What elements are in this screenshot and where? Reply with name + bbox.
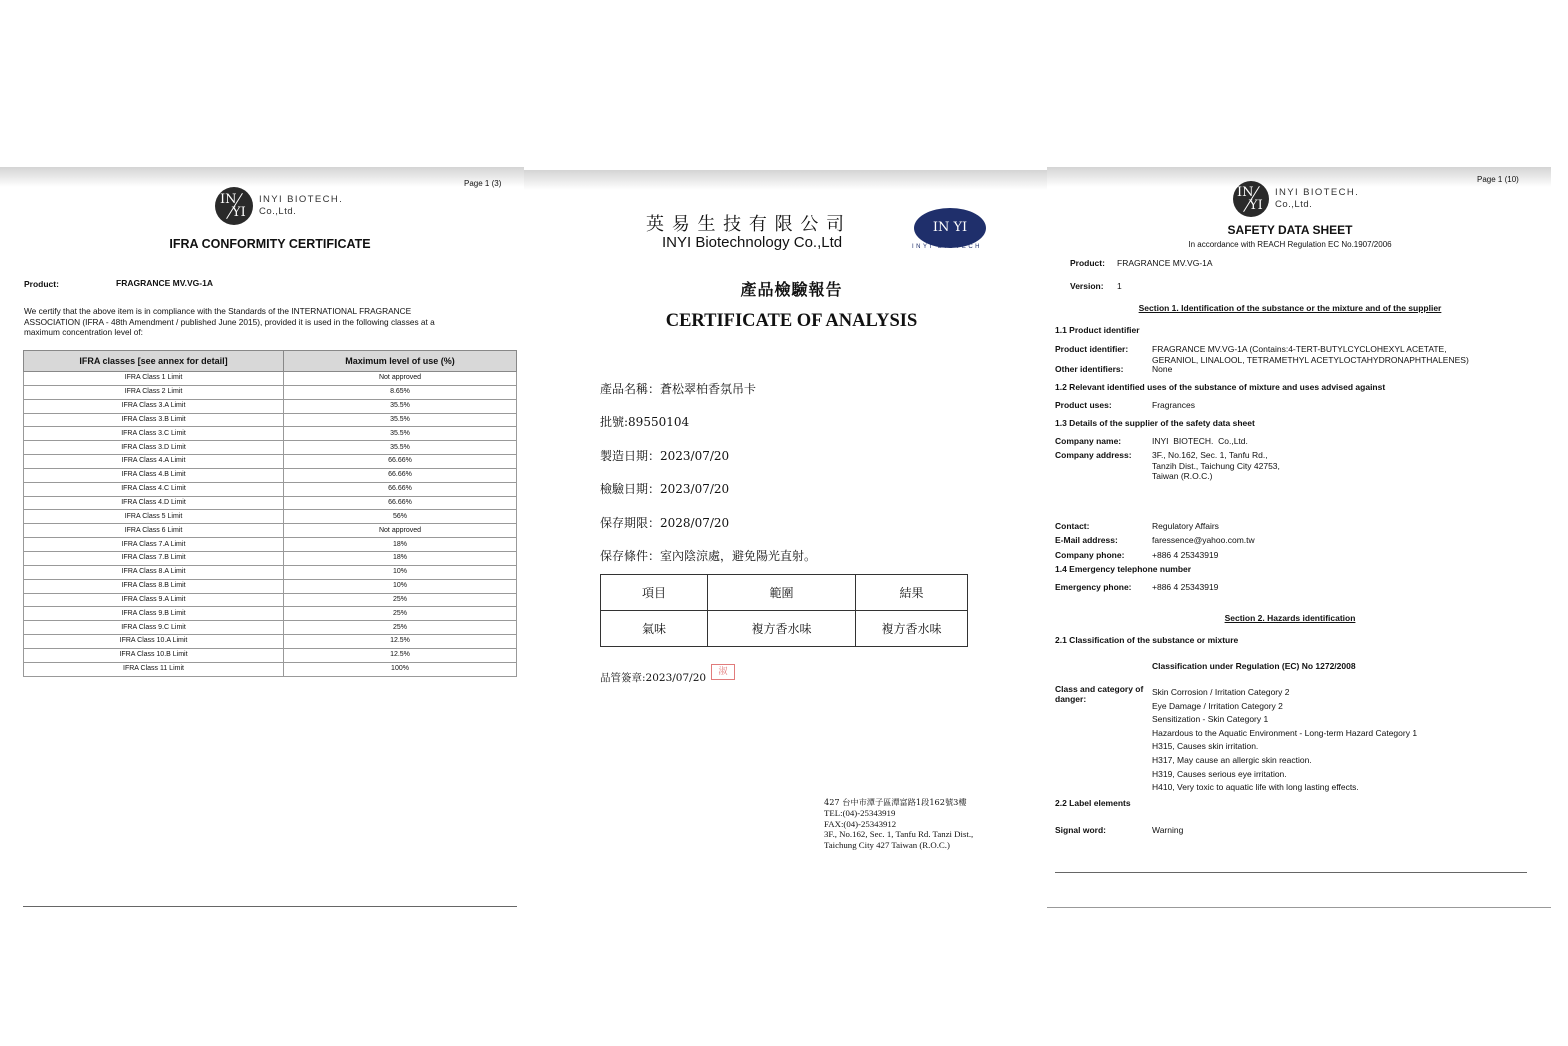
- ifra-class-cell: IFRA Class 8.A Limit: [24, 565, 284, 579]
- ifra-class-cell: IFRA Class 4.D Limit: [24, 496, 284, 510]
- address-line: 427 台中市潭子區潭富路1段162號3樓: [824, 797, 967, 807]
- ifra-class-cell: IFRA Class 9.B Limit: [24, 607, 284, 621]
- sds-page: [1047, 167, 1551, 912]
- sds-company-address-label: Company address:: [1055, 450, 1132, 460]
- table-header: 範圍: [708, 575, 856, 611]
- sds-subsection-2-2: 2.2 Label elements: [1055, 798, 1131, 808]
- max-level-cell: 66.66%: [284, 468, 517, 482]
- ifra-class-cell: IFRA Class 7.B Limit: [24, 551, 284, 565]
- table-row: [24, 468, 517, 482]
- table-cell: 氣味: [601, 611, 708, 647]
- sds-section1-heading: Section 1. Identification of the substance or the mixture and of the supplier: [1138, 303, 1442, 313]
- value-line: Taiwan (R.O.C.): [1152, 471, 1213, 481]
- statement-line: maximum concentration level of:: [24, 327, 143, 337]
- coa-red-stamp: [711, 664, 735, 680]
- coa-batch-number: 批號:89550104: [600, 415, 690, 429]
- address-line: TEL:(04)-25343919: [824, 807, 896, 818]
- coa-address-block: [824, 797, 973, 851]
- value-line: GERANIOL, LINALOOL, TETRAMETHYL ACETYLOCTAHYDRONAPHTHALENES): [1152, 354, 1469, 365]
- ifra-class-cell: IFRA Class 6 Limit: [24, 524, 284, 538]
- table-row: [24, 399, 517, 413]
- table-row: [24, 538, 517, 552]
- ifra-page-number: Page 1 (3): [464, 179, 502, 188]
- sds-page-number: Page 1 (10): [1477, 175, 1519, 184]
- sds-other-identifiers-label: Other identifiers:: [1055, 364, 1124, 374]
- coa-manufacture-date: 製造日期：2023/07/20: [600, 449, 730, 463]
- max-level-cell: 25%: [284, 593, 517, 607]
- ifra-logo-subtext: Co.,Ltd.: [259, 206, 297, 217]
- hazard-line: H317, May cause an allergic skin reaction.: [1152, 754, 1312, 765]
- max-level-cell: 18%: [284, 538, 517, 552]
- ifra-statement: [24, 306, 435, 338]
- max-level-cell: 35.5%: [284, 399, 517, 413]
- coa-qc-signature: 品管簽章:2023/07/20: [600, 672, 707, 684]
- max-level-cell: 66.66%: [284, 482, 517, 496]
- sds-product-uses-value: Fragrances: [1152, 400, 1195, 410]
- address-line: Taichung City 427 Taiwan (R.O.C.): [824, 840, 950, 851]
- ifra-classes-table: [23, 350, 517, 677]
- table-header: IFRA classes [see annex for detail]: [24, 351, 284, 372]
- max-level-cell: 35.5%: [284, 427, 517, 441]
- value-line: Tanzih Dist., Taichung City 42753,: [1152, 460, 1280, 471]
- sds-contact-value: Regulatory Affairs: [1152, 521, 1219, 531]
- max-level-cell: 35.5%: [284, 413, 517, 427]
- table-row: [24, 524, 517, 538]
- ifra-class-cell: IFRA Class 3.C Limit: [24, 427, 284, 441]
- label-line: danger:: [1055, 694, 1087, 704]
- max-level-cell: 100%: [284, 662, 517, 676]
- sds-company-address-value: [1152, 450, 1280, 482]
- sds-email-label: E-Mail address:: [1055, 535, 1118, 545]
- sds-contact-label: Contact:: [1055, 521, 1090, 531]
- coa-logo-letters: IN YI: [932, 220, 968, 235]
- sds-company-name-label: Company name:: [1055, 436, 1122, 446]
- coa-storage-conditions: 保存條件：室內陰涼處，避免陽光直射。: [600, 549, 817, 563]
- table-row: [24, 427, 517, 441]
- sds-signal-word-label: Signal word:: [1055, 825, 1106, 835]
- sds-subsection-1-3: 1.3 Details of the supplier of the safety data sheet: [1055, 418, 1255, 428]
- max-level-cell: 18%: [284, 551, 517, 565]
- sds-subsection-2-1: 2.1 Classification of the substance or mixture: [1055, 635, 1239, 645]
- sds-subsection-1-2: 1.2 Relevant identified uses of the substance of mixture and uses advised against: [1055, 382, 1386, 392]
- max-level-cell: 10%: [284, 579, 517, 593]
- ifra-footer-rule: [23, 906, 517, 907]
- table-row: [24, 551, 517, 565]
- max-level-cell: 12.5%: [284, 635, 517, 649]
- ifra-certificate-page: [0, 167, 524, 912]
- coa-title-zh: 產品檢驗報告: [740, 280, 843, 299]
- ifra-class-cell: IFRA Class 4.A Limit: [24, 455, 284, 469]
- sds-email-value: faressence@yahoo.com.tw: [1152, 535, 1255, 545]
- sds-emergency-phone-label: Emergency phone:: [1055, 582, 1132, 592]
- ifra-class-cell: IFRA Class 10.B Limit: [24, 648, 284, 662]
- sds-subtitle: In accordance with REACH Regulation EC No.1907/2006: [1188, 240, 1392, 249]
- ifra-product-label: Product:: [24, 279, 59, 289]
- sds-signal-word-value: Warning: [1152, 825, 1184, 835]
- ifra-title: IFRA CONFORMITY CERTIFICATE: [169, 237, 371, 251]
- sds-other-identifiers-value: None: [1152, 364, 1173, 374]
- statement-line: We certify that the above item is in compliance with the Standards of the INTERNATIONAL FRAGRANCE: [24, 306, 412, 316]
- sds-classification-heading: Classification under Regulation (EC) No 1272/2008: [1152, 661, 1356, 671]
- sds-bottom-rule: [1047, 907, 1551, 908]
- sds-company-phone-label: Company phone:: [1055, 550, 1125, 560]
- max-level-cell: 35.5%: [284, 441, 517, 455]
- hazard-line: Eye Damage / Irritation Category 2: [1152, 700, 1283, 711]
- ifra-logo-text: INYI BIOTECH.: [259, 194, 344, 205]
- ifra-class-cell: IFRA Class 3.A Limit: [24, 399, 284, 413]
- table-row: [24, 635, 517, 649]
- max-level-cell: 66.66%: [284, 455, 517, 469]
- statement-line: ASSOCIATION (IFRA - 48th Amendment / published June 2015), provided it is used in the following classes at a: [24, 316, 435, 327]
- sds-version-label: Version:: [1070, 281, 1104, 291]
- hazard-line: H319, Causes serious eye irritation.: [1152, 768, 1287, 779]
- max-level-cell: Not approved: [284, 372, 517, 386]
- sds-logo-text: INYI BIOTECH.: [1275, 187, 1360, 198]
- coa-inspection-date: 檢驗日期：2023/07/20: [600, 482, 730, 496]
- coa-company-zh: 英 易 生 技 有 限 公 司: [646, 214, 846, 235]
- hazard-line: Hazardous to the Aquatic Environment - Long-term Hazard Category 1: [1152, 727, 1418, 738]
- ifra-class-cell: IFRA Class 11 Limit: [24, 662, 284, 676]
- max-level-cell: 56%: [284, 510, 517, 524]
- sds-product-identifier-label: Product identifier:: [1055, 344, 1129, 354]
- sds-product-identifier-value: [1152, 344, 1469, 365]
- table-cell: 複方香水味: [856, 611, 968, 647]
- table-row: [24, 455, 517, 469]
- value-line: FRAGRANCE MV.VG-1A (Contains:4-TERT-BUTYLCYCLOHEXYL ACETATE,: [1152, 344, 1447, 354]
- ifra-class-cell: IFRA Class 3.D Limit: [24, 441, 284, 455]
- hazard-line: Sensitization - Skin Category 1: [1152, 714, 1269, 725]
- ifra-class-cell: IFRA Class 2 Limit: [24, 385, 284, 399]
- coa-title-en: CERTIFICATE OF ANALYSIS: [665, 311, 918, 331]
- sds-product-value: FRAGRANCE MV.VG-1A: [1117, 258, 1213, 268]
- max-level-cell: 12.5%: [284, 648, 517, 662]
- table-header: Maximum level of use (%): [284, 351, 517, 372]
- table-row: [24, 496, 517, 510]
- sds-emergency-phone-value: +886 4 25343919: [1152, 582, 1219, 592]
- sds-subsection-1-1: 1.1 Product identifier: [1055, 325, 1140, 335]
- sds-subsection-1-4: 1.4 Emergency telephone number: [1055, 564, 1192, 574]
- sds-company-name-value: INYI BIOTECH. Co.,Ltd.: [1152, 436, 1248, 446]
- max-level-cell: 66.66%: [284, 496, 517, 510]
- coa-expiry-date: 保存期限：2028/07/20: [600, 516, 730, 530]
- sds-class-category-label: [1055, 684, 1143, 704]
- sds-section2-heading: Section 2. Hazards identification: [1224, 613, 1356, 623]
- coa-results-table: [600, 574, 968, 647]
- ifra-class-cell: IFRA Class 10.A Limit: [24, 635, 284, 649]
- table-header: 結果: [856, 575, 968, 611]
- ifra-class-cell: IFRA Class 8.B Limit: [24, 579, 284, 593]
- sds-company-phone-value: +886 4 25343919: [1152, 550, 1219, 560]
- sds-version-value: 1: [1117, 281, 1122, 291]
- sds-product-uses-label: Product uses:: [1055, 400, 1112, 410]
- ifra-class-cell: IFRA Class 1 Limit: [24, 372, 284, 386]
- coa-company-en: INYI Biotechnology Co.,Ltd: [662, 234, 843, 251]
- ifra-class-cell: IFRA Class 3.B Limit: [24, 413, 284, 427]
- max-level-cell: 10%: [284, 565, 517, 579]
- ifra-class-cell: IFRA Class 7.A Limit: [24, 538, 284, 552]
- table-row: [24, 579, 517, 593]
- ifra-class-cell: IFRA Class 9.A Limit: [24, 593, 284, 607]
- ifra-class-cell: IFRA Class 4.C Limit: [24, 482, 284, 496]
- stamp-text: 淑: [718, 667, 728, 677]
- max-level-cell: Not approved: [284, 524, 517, 538]
- sds-product-label: Product:: [1070, 258, 1105, 268]
- coa-product-name: 產品名稱：蒼松翠柏香氛吊卡: [600, 382, 757, 396]
- table-row: [24, 385, 517, 399]
- table-row: [24, 565, 517, 579]
- ifra-class-cell: IFRA Class 9.C Limit: [24, 621, 284, 635]
- table-row: [24, 648, 517, 662]
- max-level-cell: 8.65%: [284, 385, 517, 399]
- table-header: 項目: [601, 575, 708, 611]
- address-line: 3F., No.162, Sec. 1, Tanfu Rd. Tanzi Dist.,: [824, 829, 974, 840]
- inyi-logo-icon: IN YI: [215, 187, 253, 225]
- ifra-product-value: FRAGRANCE MV.VG-1A: [116, 278, 213, 288]
- coa-logo-caption: INYI BIOTECH: [912, 244, 983, 250]
- inyi-logo-icon: IN YI: [1233, 181, 1269, 217]
- value-line: 3F., No.162, Sec. 1, Tanfu Rd.,: [1152, 450, 1268, 460]
- ifra-class-cell: IFRA Class 5 Limit: [24, 510, 284, 524]
- label-line: Class and category of: [1055, 684, 1144, 694]
- table-row: [24, 607, 517, 621]
- max-level-cell: 25%: [284, 607, 517, 621]
- table-row: [24, 593, 517, 607]
- table-row: [24, 621, 517, 635]
- coa-page: [524, 170, 1047, 915]
- hazard-line: H315, Causes skin irritation.: [1152, 741, 1259, 752]
- address-line: FAX:(04)-25343912: [824, 818, 897, 829]
- coa-logo-icon: [914, 208, 986, 248]
- sds-class-category-values: [1152, 686, 1417, 795]
- table-cell: 複方香水味: [708, 611, 856, 647]
- table-row: [24, 510, 517, 524]
- ifra-class-cell: IFRA Class 4.B Limit: [24, 468, 284, 482]
- sds-logo-subtext: Co.,Ltd.: [1275, 199, 1313, 210]
- max-level-cell: 25%: [284, 621, 517, 635]
- hazard-line: Skin Corrosion / Irritation Category 2: [1152, 687, 1290, 697]
- table-row: [24, 372, 517, 386]
- sds-title: SAFETY DATA SHEET: [1227, 223, 1353, 237]
- sds-footer-rule: [1055, 872, 1527, 873]
- table-row: [24, 662, 517, 676]
- hazard-line: H410, Very toxic to aquatic life with long lasting effects.: [1152, 782, 1359, 793]
- table-row: [24, 482, 517, 496]
- table-row: [24, 441, 517, 455]
- table-row: [24, 413, 517, 427]
